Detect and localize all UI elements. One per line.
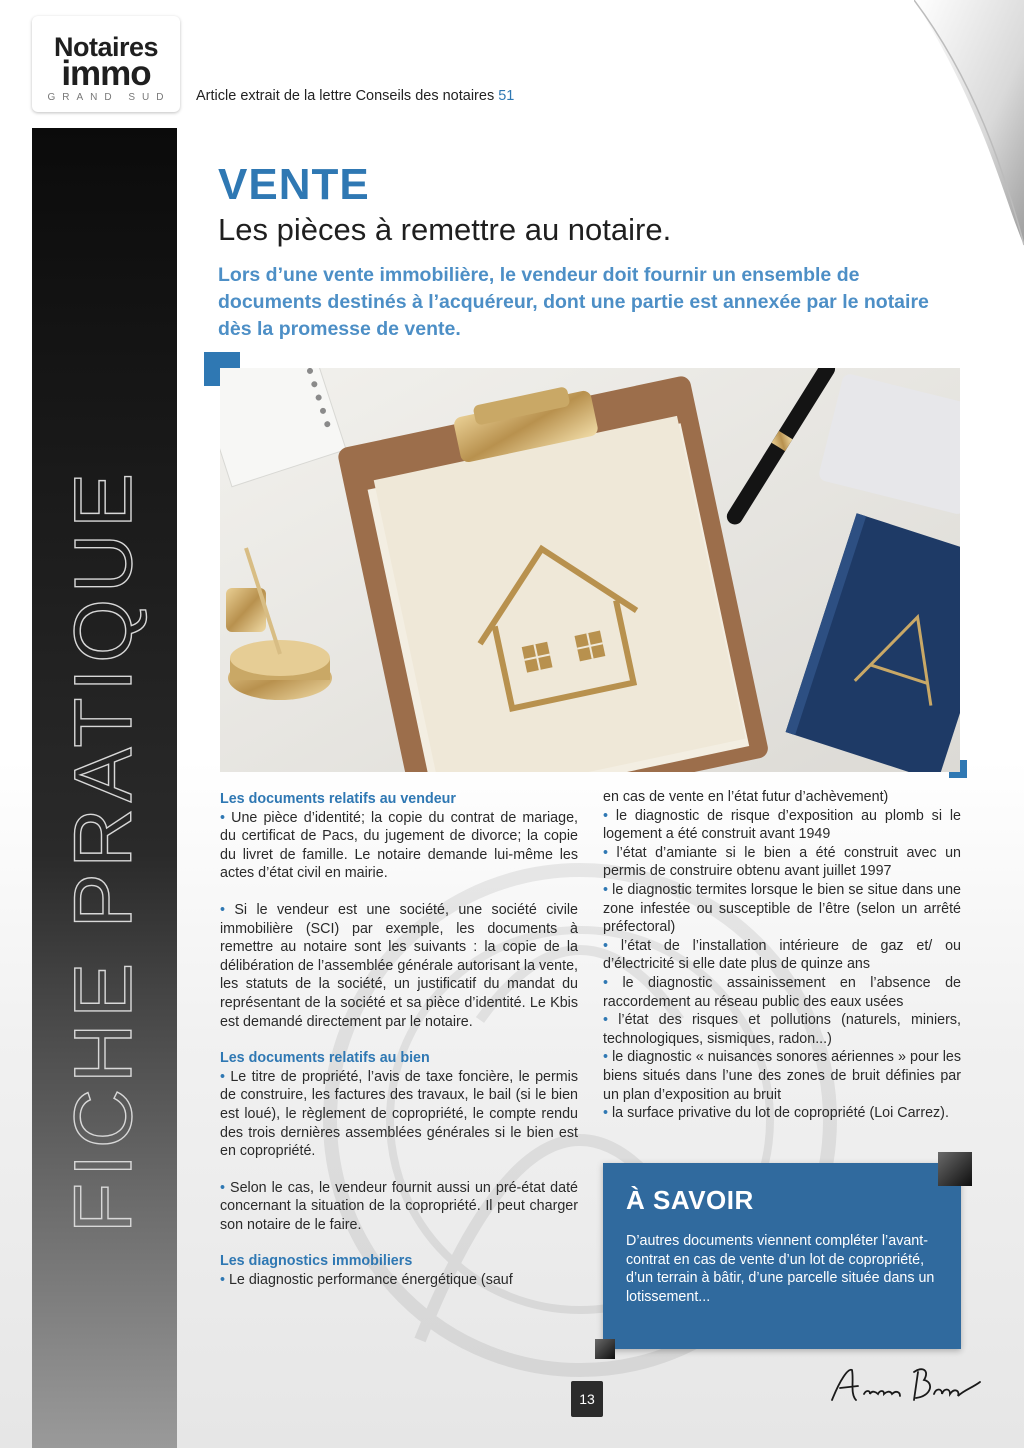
- a-savoir-text: D’autres documents viennent compléter l’avant-contrat en cas de vente d’un lot de copropriété, d’un terrain à bâtir, d’une parcelle située dans un lotissement...: [626, 1233, 935, 1305]
- intro-paragraph: Lors d’une vente immobilière, le vendeur doit fournir un ensemble de documents destinés à l’acquéreur, dont une partie est annexée par le notaire dès la promesse de vente.: [218, 264, 929, 340]
- article-photo: [220, 368, 960, 772]
- logo-line-1: Notaires: [53, 32, 159, 62]
- diagnostic-item: • la surface privative du lot de copropriété (Loi Carrez).: [603, 1105, 949, 1122]
- logo-line-3: GRAND SUD: [47, 92, 171, 103]
- signature: [826, 1360, 986, 1410]
- diagnostic-item: • l’état des risques et pollutions (naturels, miniers, technologiques, sismiques, radon...): [603, 1012, 961, 1047]
- clipboard-house-illustration: [220, 368, 960, 772]
- paragraph-diagnostics-1: • Le diagnostic performance énergétique (sauf: [220, 1272, 513, 1289]
- page-subtitle: Les pièces à remettre au notaire.: [218, 212, 672, 247]
- side-label: FICHE PRATIQUE: [58, 467, 149, 1233]
- heading-bien: Les documents relatifs au bien: [220, 1050, 430, 1067]
- header-source-line: [196, 88, 514, 104]
- paragraph-vendeur-2: • Si le vendeur est une société, une société civile immobilière (SCI) par exemple, les documents à remettre au notaire sont les suivants : la copie de la délibération de l’assemblée générale autorisant la vente, les statuts de la société, un justificatif du mandat du représentant de la société et sa pièce d’identité. Le Kbis est demandé directement par le notaire.: [220, 901, 578, 1030]
- heading-diagnostics: Les diagnostics immobiliers: [220, 1253, 413, 1270]
- paragraph-bien-2: • Selon le cas, le vendeur fournit aussi un pré-état daté concernant la situation de la copropriété. Il peut charger son notaire de le faire.: [220, 1179, 578, 1233]
- decor-square-savoir-top: [938, 1152, 972, 1186]
- logo-line-2: immo: [61, 54, 151, 93]
- header-page-ref: 51: [498, 88, 515, 104]
- paragraph-vendeur-1: • Une pièce d’identité; la copie du contrat de mariage, du certificat de Pacs, du jugement de divorce; la copie du livret de famille. Le notaire demande lui-même les actes d’état civil en mairie.: [220, 809, 579, 882]
- page-title: VENTE: [218, 160, 370, 209]
- a-savoir-title: À SAVOIR: [626, 1185, 754, 1215]
- diagnostic-item: • le diagnostic assainissement en l’absence de raccordement au réseau public des eaux usées: [603, 974, 961, 1010]
- notaires-immo-logo: [32, 16, 180, 112]
- a-savoir-box: [603, 1163, 961, 1349]
- header-text: Article extrait de la lettre Conseils des notaires: [196, 88, 495, 104]
- diagnostic-item: • le diagnostic termites lorsque le bien se situe dans une zone infestée ou susceptible de l’être (selon un arrêté préfectoral): [603, 881, 961, 936]
- diagnostic-continuation: en cas de vente en l’état futur d’achèvement): [603, 789, 889, 805]
- paragraph-bien-1: • Le titre de propriété, l’avis de taxe foncière, le permis de construire, les factures des travaux, le bail (si le bien est loué), le règlement de copropriété, le compte rendu des trois dernières assemblées générales si le bien est en copropriété.: [220, 1068, 578, 1160]
- left-text-column: [220, 790, 578, 1290]
- diagnostic-item: • le diagnostic « nuisances sonores aériennes » pour les biens situés dans l’une des zones de bruit définies par un plan d’exposition au bruit: [603, 1049, 961, 1103]
- diagnostic-item: • le diagnostic de risque d’exposition au plomb si le logement a été construit avant 1949: [603, 807, 961, 843]
- page-number: 13: [571, 1381, 603, 1417]
- diagnostic-item: • l’état d’amiante si le bien a été construit avec un permis de construire obtenu avant juillet 1997: [603, 844, 961, 880]
- page-curl: [914, 0, 1024, 250]
- diagnostic-item: • l’état de l’installation intérieure de gaz et/ ou d’électricité si elle date plus de quinze ans: [603, 937, 962, 973]
- right-text-column: [603, 788, 961, 1123]
- decor-square-savoir-bottom: [595, 1339, 615, 1359]
- heading-vendeur: Les documents relatifs au vendeur: [220, 791, 456, 807]
